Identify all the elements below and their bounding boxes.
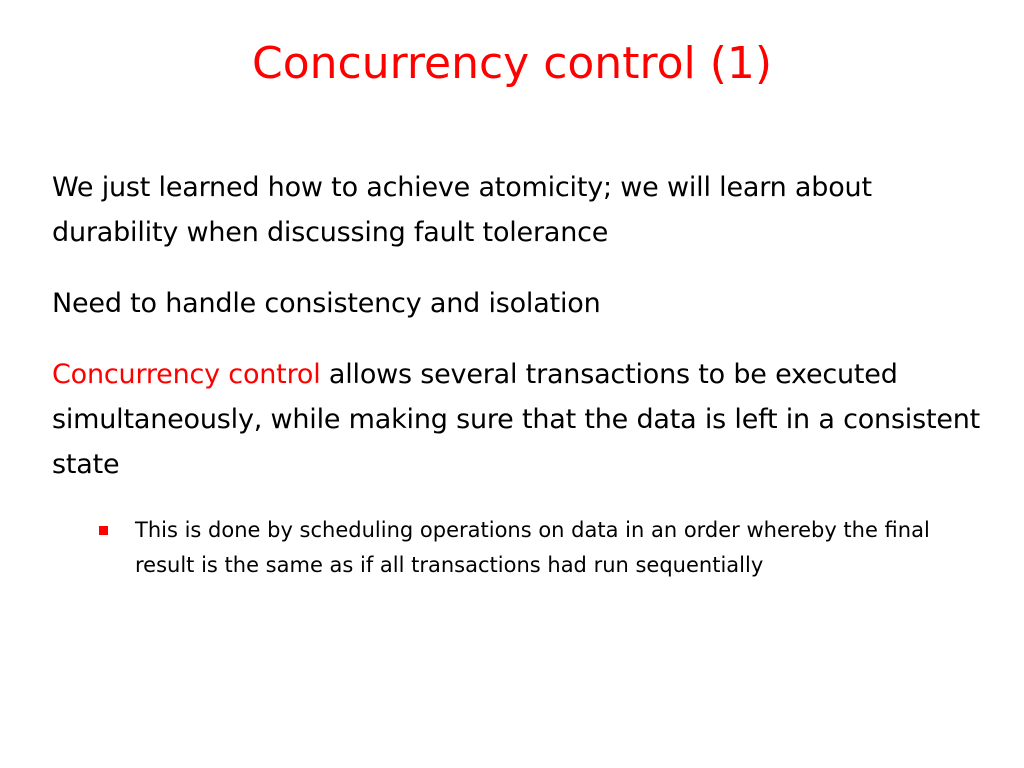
paragraph-text: allows several transactions to be executed simultaneously, while making sure that the data is left in a consistent state	[52, 359, 981, 480]
paragraph-consistency: Need to handle consistency and isolation	[52, 288, 601, 319]
slide-title: Concurrency control (1)	[251, 38, 773, 89]
square-bullet-icon	[99, 526, 108, 535]
slide-body	[52, 165, 1002, 583]
paragraph-atomicity: We just learned how to achieve atomicity; we will learn about durability when discussing fault tolerance	[52, 172, 872, 248]
bullet-text: This is done by scheduling operations on data in an order whereby the final result is the same as if all transactions had run sequentially	[135, 518, 930, 577]
paragraph-concurrency-control	[52, 352, 1002, 487]
highlighted-term: Concurrency control	[52, 359, 321, 390]
bullet-item	[135, 513, 985, 583]
